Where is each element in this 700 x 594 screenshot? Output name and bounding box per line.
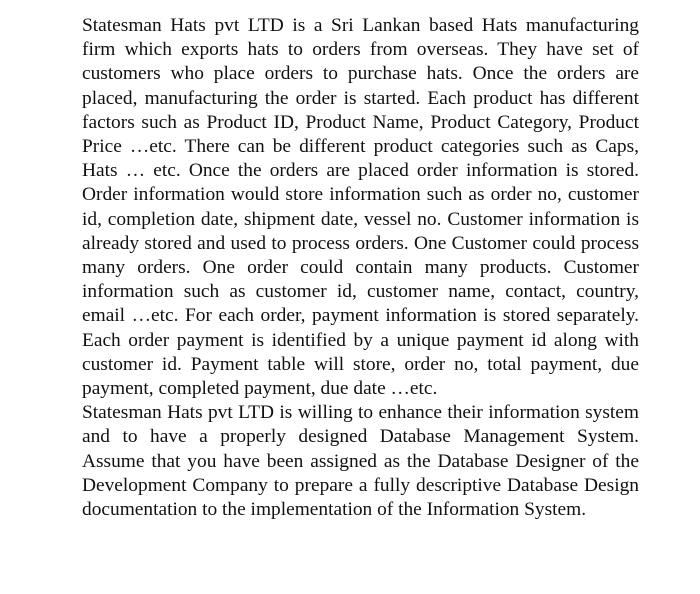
paragraph-assignment-task: Statesman Hats pvt LTD is willing to enhance their information system and to have a properly designed Database Management System. Assume that you have been assigned as the Database Designer of the Development Company to prepare a fully descriptive Database Design documentation to the implementation of the Information System. (82, 402, 639, 521)
paragraph-business-description: Statesman Hats pvt LTD is a Sri Lankan based Hats manufacturing firm which exports hats to orders from overseas. They have set of customers who place orders to purchase hats. Once the orders are placed, manufacturing the order is started. Each product has different factors such as Product ID, Product Name, Product Category, Product Price …etc. There can be different product categories such as Caps, Hats … etc. Once the orders are placed order information is stored. Order information would store information such as order no, customer id, completion date, shipment date, vessel no. Customer information is already stored and used to process orders. One Customer could process many orders. One order could contain many products. Customer information such as customer id, customer name, contact, country, email …etc. For each order, payment information is stored separately. Each order payment is identified by a unique payment id along with customer id. Payment table will store, order no, total payment, due payment, completed payment, due date …etc. (82, 15, 639, 400)
document-body (82, 14, 639, 522)
